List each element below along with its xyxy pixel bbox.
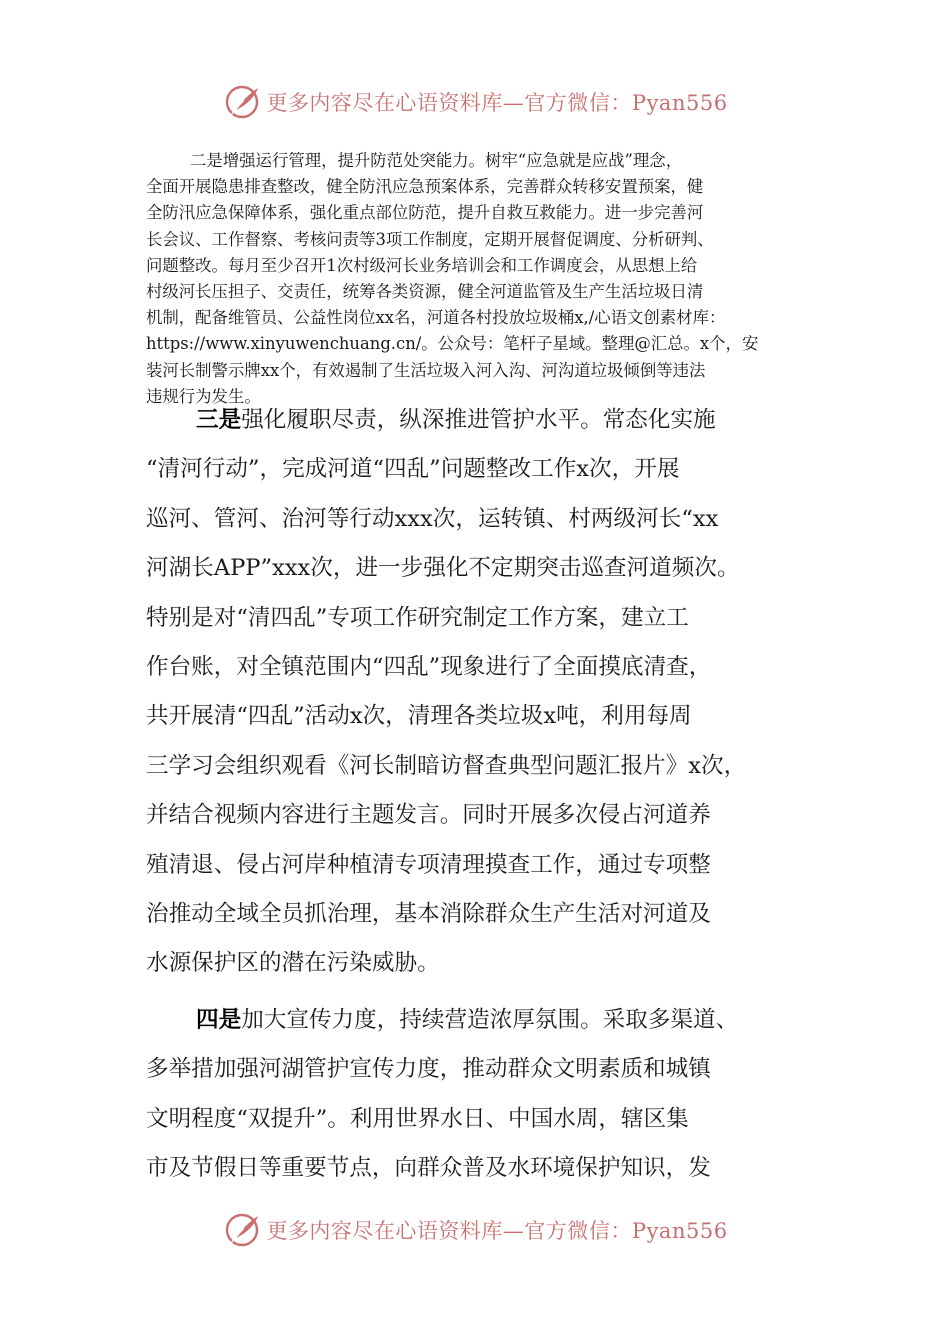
paragraph-3-line: 水源保护区的潜在污染威胁。 xyxy=(146,950,440,977)
paragraph-2-line: 违规行为发生。 xyxy=(146,386,261,406)
paragraph-3-line: 治推动全域全员抓治理，基本消除群众生产生活对河道及 xyxy=(146,900,711,927)
quill-pen-logo-icon xyxy=(222,1210,262,1250)
paragraph-3-line: 共开展清“四乱”活动x次，清理各类垃圾x吨，利用每周 xyxy=(146,703,692,730)
paragraph-2 xyxy=(146,148,810,410)
paragraph-3-line: 特别是对“清四乱”专项工作研究制定工作方案，建立工 xyxy=(146,604,689,631)
footer-banner xyxy=(0,1208,950,1252)
paragraph-2-line: 长会议、工作督察、考核问责等3项工作制度，定期开展督促调度、分析研判、 xyxy=(146,229,714,249)
paragraph-3-line: 河湖长APP”xxx次，进一步强化不定期突击巡查河道频次。 xyxy=(146,555,740,582)
paragraph-3-line: 三学习会组织观看《河长制暗访督查典型问题汇报片》x次， xyxy=(146,752,747,779)
paragraph-3-line: 殖清退、侵占河岸种植清专项清理摸查工作，通过专项整 xyxy=(146,851,711,878)
paragraph-3-line: 并结合视频内容进行主题发言。同时开展多次侵占河道养 xyxy=(146,802,711,829)
paragraph-4-lead: 四是 xyxy=(196,1007,242,1033)
paragraph-4-first-text: 加大宣传力度，持续营造浓厚氛围。采取多渠道、 xyxy=(241,1007,739,1033)
footer-banner-text: 更多内容尽在心语资料库—官方微信：Pyan556 xyxy=(266,1219,728,1243)
paragraph-3-line: “清河行动”，完成河道“四乱”问题整改工作x次，开展 xyxy=(146,456,680,483)
paragraph-3-line: 作台账，对全镇范围内“四乱”现象进行了全面摸底清查， xyxy=(146,653,712,680)
paragraph-2-line: 村级河长压担子、交责任，统筹各类资源，健全河道监管及生产生活垃圾日清 xyxy=(146,281,704,301)
paragraph-3-lead: 三是 xyxy=(196,407,242,433)
paragraph-4-line: 市及节假日等重要节点，向群众普及水环境保护知识，发 xyxy=(146,1155,711,1182)
paragraph-4-line: 多举措加强河湖管护宣传力度，推动群众文明素质和城镇 xyxy=(146,1056,711,1083)
paragraph-3-line: 巡河、管河、治河等行动xxx次，运转镇、村两级河长“xx xyxy=(146,505,719,532)
header-banner xyxy=(0,80,950,124)
paragraph-4-line: 文明程度“双提升”。利用世界水日、中国水周，辖区集 xyxy=(146,1105,689,1132)
paragraph-2-line: 问题整改。每月至少召开1次村级河长业务培训会和工作调度会，从思想上给 xyxy=(146,255,698,275)
paragraph-4 xyxy=(146,996,826,1194)
quill-pen-logo-icon xyxy=(222,82,262,122)
paragraph-3-first-text: 强化履职尽责，纵深推进管护水平。常态化实施 xyxy=(241,407,716,433)
header-banner-text: 更多内容尽在心语资料库—官方微信：Pyan556 xyxy=(266,91,728,115)
paragraph-2-line: 全面开展隐患排查整改，健全防汛应急预案体系，完善群众转移安置预案，健 xyxy=(146,177,704,197)
paragraph-2-line: 全防汛应急保障体系，强化重点部位防范，提升自救互救能力。进一步完善河 xyxy=(146,203,704,223)
paragraph-4-first-line xyxy=(146,996,826,1045)
paragraph-2-line: https://www.xinyuwenchuang.cn/。公众号：笔杆子星域。整理@汇总。x个，安 xyxy=(146,334,759,354)
paragraph-3 xyxy=(146,396,826,989)
paragraph-2-line: 装河长制警示牌xx个，有效遏制了生活垃圾入河入沟、河沟道垃圾倾倒等违法 xyxy=(146,360,706,380)
paragraph-2-line: 机制，配备维管员、公益性岗位xx名，河道各村投放垃圾桶x,/心语文创素材库： xyxy=(146,308,726,328)
paragraph-3-first-line xyxy=(146,396,826,445)
paragraph-2-line: 二是增强运行管理，提升防范处突能力。树牢“应急就是应战”理念， xyxy=(190,151,683,170)
